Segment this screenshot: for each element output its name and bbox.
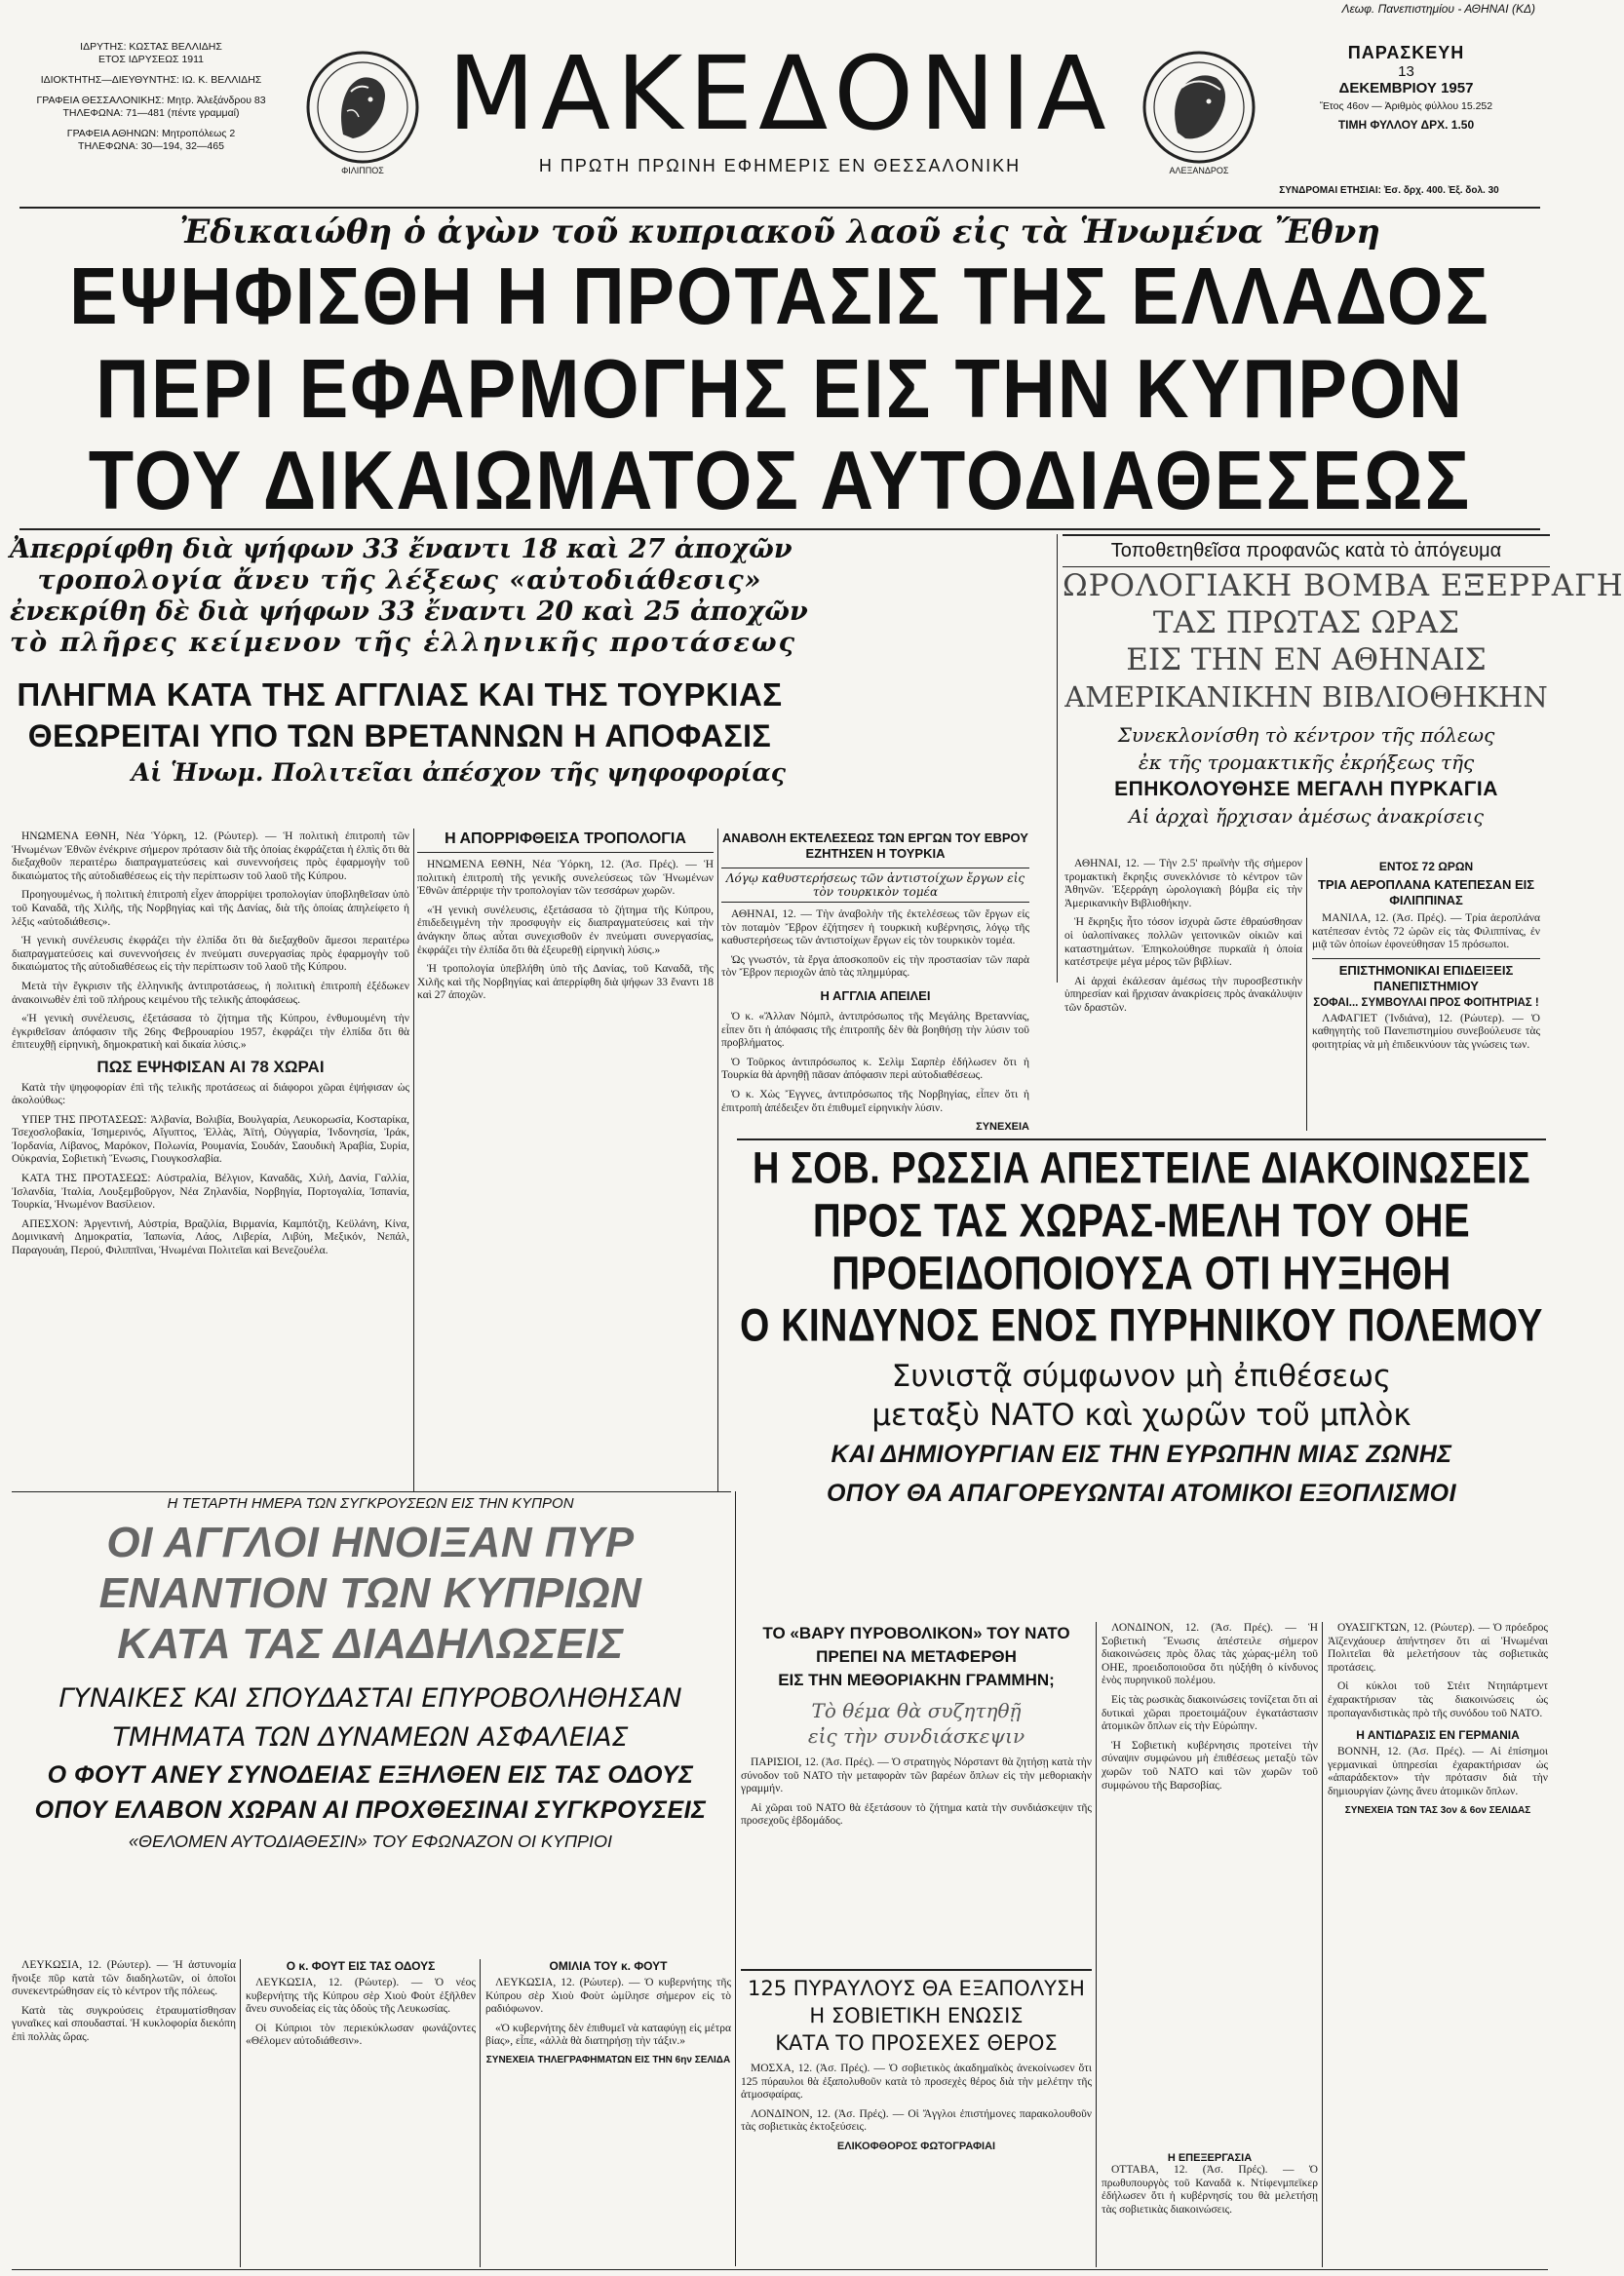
cyprus-sub-3: Ο ΦΟΥΤ ΑΝΕΥ ΣΥΝΟΔΕΙΑΣ ΕΞΗΛΘΕΝ ΕΙΣ ΤΑΣ ΟΔΟΥΣ [47, 1761, 694, 1789]
paragraph: Κατὰ τὰς συγκρούσεις ἐτραυματίσθησαν γυναῖκες καὶ σπουδασταί. Ἡ κυκλοφορία διεκόπη ἐπὶ πολλὰς ὥρας. [12, 2004, 236, 2043]
russia-sub-2: ΟΠΟΥ ΘΑ ΑΠΑΓΟΡΕΥΩΝΤΑΙ ΑΤΟΜΙΚΟΙ ΕΞΟΠΛΙΣΜΟΙ [826, 1480, 1457, 1507]
column-rule [1096, 1622, 1097, 2267]
paragraph: ΛΕΥΚΩΣΙΑ, 12. (Ρώυτερ). — Ὁ νέος κυβερνήτης τῆς Κύπρου σὲρ Χιοὺ Φοὺτ ἐξῆλθεν ἄνευ συνοδείας εἰς τὰς ὁδοὺς τῆς Λευκωσίας. [246, 1977, 476, 2016]
nato-head-2: ΠΡΕΠΕΙ ΝΑ ΜΕΤΑΦΕΡΘΗ [816, 1647, 1017, 1666]
continued-label: ΣΥΝΕΧΕΙΑ [976, 1121, 1029, 1134]
germany-subhead: Η ΑΝΤΙΔΡΑΣΙΣ ΕΝ ΓΕΡΜΑΝΙΑ [1356, 1728, 1520, 1743]
paragraph: «Ἡ γενικὴ συνέλευσις, ἐξετάσασα τὸ ζήτημα τῆς Κύπρου, ἐνθυμουμένη τὴν ἐγκριθεῖσαν ἀπόφασιν τῆς 26ης Φεβρουαρίου 1957, ἐκφράζει τὴν ἐλπίδα ὅτι θὰ ἐπιτευχθῇ εἰρηνικὴ, δημοκρατικὴ καὶ δικαία λύσις.» [12, 1013, 409, 1052]
left-deck-2: τροπολογία ἄνευ τῆς λέξεως «αὐτοδιάθεσις» [37, 565, 762, 596]
cyprus-body-1 [12, 1959, 236, 2267]
russia-sub-1: ΚΑΙ ΔΗΜΙΟΥΡΓΙΑΝ ΕΙΣ ΤΗΝ ΕΥΡΩΠΗΝ ΜΙΑΣ ΖΩΝΗΣ [831, 1441, 1452, 1468]
cyprus-body-2 [246, 1959, 476, 2267]
paragraph: Ἡ γενικὴ συνέλευσις ἐκφράζει τὴν ἐλπίδα ὅτι θὰ διεξαχθοῦν ἄμεσοι περαιτέρω διαπραγματεύσεις καὶ συνεννοήσεις ἐν πνεύματι συνεργασίας πρὸς ἐφαρμογὴν τοῦ δικαιώματος τῆς αὐτοδιαθέσεως εἰς τὴν περίπτωσιν τοῦ λαοῦ τῆς Κύπρου. [12, 935, 409, 974]
paragraph: ΠΑΡΙΣΙΟΙ, 12. (Ἀσ. Πρές). — Ὁ στρατηγὸς Νόρσταντ θὰ ζητήσῃ κατὰ τὴν σύνοδον τοῦ ΝΑΤΟ τὴν μεταφορὰν τῶν βαρέων ὅπλων εἰς τὴν μεθοριακὴν γραμμήν. [741, 1756, 1092, 1795]
lead-headline-line-2: ΠΕΡΙ ΕΦΑΡΜΟΓΗΣ ΕΙΣ ΤΗΝ ΚΥΠΡΟΝ [96, 342, 1464, 437]
paragraph: Οἱ Κύπριοι τὸν περιεκύκλωσαν φωνάζοντες «Θέλομεν αὐτοδιάθεσιν». [246, 2022, 476, 2048]
left-sub-2: ΘΕΩΡΕΙΤΑΙ ΥΠΟ ΤΩΝ ΒΡΕΤΑΝΝΩΝ Η ΑΠΟΦΑΣΙΣ [27, 718, 772, 753]
paragraph: Ἡ Σοβιετικὴ κυβέρνησις προτείνει τὴν σύναψιν συμφώνου μὴ ἐπιθέσεως μεταξὺ τῶν χωρῶν τοῦ ΝΑΤΟ καὶ τῶν χωρῶν τοῦ συμφώνου τῆς Βαρσοβίας. [1102, 1739, 1318, 1792]
lead-kicker: Ἐδικαιώθη ὁ ἀγὼν τοῦ κυπριακοῦ λαοῦ εἰς τὰ Ἡνωμένα Ἔθνη [179, 212, 1380, 251]
bomb-body [1064, 858, 1302, 1131]
nato-deck-1: Τὸ θέμα θὰ συζητηθῇ [811, 1699, 1022, 1722]
paragraph: Προηγουμένως, ἡ πολιτικὴ ἐπιτροπὴ εἶχεν ἀπορρίψει τροπολογίαν ὑποβληθεῖσαν ὑπὸ τοῦ Καναδᾶ, τῆς Χιλῆς, τῆς Νορβηγίας καὶ τῆς Δανίας, διὰ τῆς ὁποίας ἀπηλείφετο ἡ λέξις «αὐτοδιάθεσις». [12, 889, 409, 928]
paragraph: ΛΟΝΔΙΝΟΝ, 12. (Ἀσ. Πρές). — Οἱ Ἄγγλοι ἐπιστήμονες παρακολουθοῦν τὰς σοβιετικὰς ἐκτοξεύσεις. [741, 2107, 1092, 2134]
cyprus-clashes-head [10, 1495, 731, 1855]
paragraph: Ἡ τροπολογία ὑπεβλήθη ὑπὸ τῆς Δανίας, τοῦ Καναδᾶ, τῆς Χιλῆς καὶ τῆς Νορβηγίας καὶ ἀπερρίφθη διὰ ψήφων 33 ἔναντι 18 καὶ 27 ἀποχῶν. [417, 963, 714, 1002]
column-rule [480, 1959, 481, 2267]
cyprus-sub-1: ΓΥΝΑΙΚΕΣ ΚΑΙ ΣΠΟΥΔΑΣΤΑΙ ΕΠΥΡΟΒΟΛΗΘΗΣΑΝ [58, 1683, 682, 1714]
page-bottom-rule [12, 2269, 1548, 2270]
owner-line: ΙΔΙΟΚΤΗΤΗΣ—ΔΙΕΥΘΥΝΤΗΣ: ΙΩ. Κ. ΒΕΛΛΙΔΗΣ [40, 74, 262, 86]
bomb-deck-1: Συνεκλονίσθη τὸ κέντρον τῆς πόλεως [1117, 723, 1495, 747]
cyprus-head-1: ΟΙ ΑΓΓΛΟΙ ΗΝΟΙΞΑΝ ΠΥΡ [106, 1519, 635, 1566]
paragraph: «Ὁ κυβερνήτης δὲν ἐπιθυμεῖ νὰ καταφύγῃ εἰς μέτρα βίας», εἶπε, «ἀλλὰ θὰ διατηρήσῃ τὴν τάξιν.» [485, 2022, 731, 2048]
votes-subhead: ΠΩΣ ΕΨΗΦΙΣΑΝ ΑΙ 78 ΧΩΡΑΙ [97, 1057, 325, 1076]
philippines-head: ΤΡΙΑ ΑΕΡΟΠΛΑΝΑ ΚΑΤΕΠΕΣΑΝ ΕΙΣ ΦΙΛΙΠΠΙΝΑΣ [1317, 877, 1535, 907]
paragraph: Ἡ ἔκρηξις ἦτο τόσον ἰσχυρὰ ὥστε ἐθραύσθησαν οἱ ὑαλοπίνακες πολλῶν γειτονικῶν οἰκιῶν καὶ καταστημάτων. Ἐπηκολούθησε πυρκαϊὰ ἡ ὁποία κατέστρεψε μέγα μέρος τῶν βιβλίων. [1064, 916, 1302, 969]
library-stamp: Λεωφ. Πανεπιστημίου - ΑΘΗΝΑΙ (ΚΔ) [1341, 2, 1535, 16]
founded-year-line: ΕΤΟΣ ΙΔΡΥΣΕΩΣ 1911 [97, 54, 205, 65]
offices-thessaloniki-line: ΓΡΑΦΕΙΑ ΘΕΣΣΑΛΟΝΙΚΗΣ: Μητρ. Ἀλεξάνδρου 83 [36, 95, 266, 106]
cyprus-top-rule [12, 1491, 731, 1492]
continued-label: ΣΥΝΕΧΕΙΑ ΤΩΝ ΤΑΣ 3ον & 6ον ΣΕΛΙΔΑΣ [1344, 1804, 1531, 1816]
nato-deck-2: εἰς τὴν συνδιάσκεψιν [807, 1724, 1025, 1748]
subscription: ΣΥΝΔΡΟΜΑΙ ΕΤΗΣΙΑΙ: Ἐσ. δρχ. 400. Ἐξ. δολ. 30 [1279, 185, 1499, 196]
offices-athens-line: ΓΡΑΦΕΙΑ ΑΘΗΝΩΝ: Μητροπόλεως 2 [66, 128, 236, 139]
continued-label: ΣΥΝΕΧΕΙΑ ΤΗΛΕΓΡΑΦΗΜΑΤΩΝ ΕΙΣ ΤΗΝ 6ην ΣΕΛΙΔΑ [485, 2054, 731, 2065]
aggla-head: Η ΑΓΓΛΙΑ ΑΠΕΙΛΕΙ [820, 987, 931, 1003]
nato-head-3: ΕΙΣ ΤΗΝ ΜΕΘΟΡΙΑΚΗΝ ΓΡΑΜΜΗΝ; [778, 1671, 1055, 1689]
cyprus-kicker: Η ΤΕΤΑΡΤΗ ΗΜΕΡΑ ΤΩΝ ΣΥΓΚΡΟΥΣΕΩΝ ΕΙΣ ΤΗΝ ΚΥΠΡΟΝ [167, 1495, 574, 1512]
paragraph: ΛΕΥΚΩΣΙΑ, 12. (Ρώυτερ). — Ἡ ἀστυνομία ἤνοιξε πῦρ κατὰ τῶν διαδηλωτῶν, οἱ ὁποῖοι συνεκεντρώθησαν εἰς τὸ κέντρον τῆς πόλεως. [12, 1959, 236, 1998]
paragraph: Αἱ ἀρχαὶ ἐκάλεσαν ἀμέσως τὴν πυροσβεστικὴν ὑπηρεσίαν καὶ ἤρχισαν ἀνακρίσεις πρὸς ἀνακάλυψιν τῶν δραστῶν. [1064, 975, 1302, 1014]
section-rule [1057, 534, 1058, 983]
russia-head-3: ΠΡΟΕΙΔΟΠΟΙΟΥΣΑ ΟΤΙ ΗΥΞΗΘΗ [831, 1248, 1451, 1300]
date-number: 13 [1398, 63, 1414, 80]
paragraph: Ὡς γνωστόν, τὰ ἔργα ἀποσκοποῦν εἰς τὴν προστασίαν τῶν παρὰ τὸν Ἔβρον περιοχῶν ἀπὸ τὰς πλημμύρας. [721, 953, 1029, 980]
cyprus-sub-2: ΤΜΗΜΑΤΑ ΤΩΝ ΔΥΝΑΜΕΩΝ ΑΣΦΑΛΕΙΑΣ [112, 1722, 629, 1753]
weekday: ΠΑΡΑΣΚΕΥΗ [1347, 43, 1465, 62]
paragraph: Κατὰ τὴν ψηφοφορίαν ἐπὶ τῆς τελικῆς προτάσεως αἱ διάφοροι χῶραι ἐψήφισαν ὡς ἀκολούθως: [12, 1081, 409, 1107]
students-sub: ΣΟΦΑΙ... ΣΥΜΒΟΥΛΑΙ ΠΡΟΣ ΦΟΙΤΗΤΡΙΑΣ ! [1313, 996, 1539, 1009]
lead-rule [19, 528, 1540, 530]
month-year: ΔΕΚΕΜΒΡΙΟΥ 1957 [1338, 80, 1474, 96]
left-deck-1: Ἀπερρίφθη διὰ ψήφων 33 ἔναντι 18 καὶ 27 ἀποχῶν [10, 534, 793, 564]
paragraph: Μετὰ τὴν ἔγκρισιν τῆς ἑλληνικῆς ἀντιπροτάσεως, ἡ πολιτικὴ ἐπιτροπὴ ἐξέδωκεν ἀνακοινωθὲν ἐπὶ τοῦ πλήρους κειμένου τῆς τελικῆς ἀποφάσεως. [12, 980, 409, 1006]
column-rule [717, 829, 718, 1491]
paragraph: ΑΠΕΣΧΟΝ: Ἀργεντινή, Αὐστρία, Βραζιλία, Βιρμανία, Καμπότζη, Κεϋλάνη, Κίνα, Δομινικανὴ Δημοκρατία, Ἰαπωνία, Λάος, Λιβερία, Λιβύη, Μεξικόν, Νεπάλ, Παραγουάη, Περού, Φιλιππῖναι, Ἡνωμέναι Πολιτεῖαι καὶ Βενεζουέλα. [12, 1217, 409, 1257]
cyprus-body-3 [485, 1959, 731, 2267]
founder-line: ΙΔΡΥΤΗΣ: ΚΩΣΤΑΣ ΒΕΛΛΙΔΗΣ [80, 41, 222, 53]
missiles-story [741, 1969, 1092, 2228]
left-deck-3: ἐνεκρίθη δὲ διὰ ψήφων 33 ἔναντι 20 καὶ 25 ἀποχῶν [10, 597, 808, 627]
russia-head-2: ΠΡΟΣ ΤΑΣ ΧΩΡΑΣ-ΜΕΛΗ ΤΟΥ ΟΗΕ [812, 1195, 1471, 1248]
paragraph: ΥΠΕΡ ΤΗΣ ΠΡΟΤΑΣΕΩΣ: Ἀλβανία, Βολιβία, Βουλγαρία, Λευκορωσία, Κοσταρίκα, Τσεχοσλοβακία, Ἰσημερινός, Αἴγυπτος, Ἑλλὰς, Ἀϊτή, Οὐγγαρία, Ἰνδονησία, Ἰράκ, Ἰορδανία, Λίβανος, Μαρόκον, Πολωνία, Ρουμανία, Σουδάν, Σαουδικὴ Ἀραβία, Συρία, Οὐκρανία, Σοβιετικὴ Ἕνωσις, Γιουγκοσλαβία. [12, 1113, 409, 1166]
seal-right-caption: ΑΛΕΞΑΝΔΡΟΣ [1169, 166, 1229, 175]
philippines-story [1312, 860, 1540, 1059]
missiles-head-1: 125 ΠΥΡΑΥΛΟΥΣ ΘΑ ΕΞΑΠΟΛΥΣΗ [741, 1969, 1092, 2002]
photo-caption: ΕΛΙΚΟΦΘΟΡΟΣ ΦΩΤΟΓΡΑΦΙΑΙ [836, 2140, 996, 2152]
paragraph: Αἱ χῶραι τοῦ ΝΑΤΟ θὰ ἐξετάσουν τὸ ζήτημα κατὰ τὴν συνδιάσκεψιν τῆς προσεχοῦς ἑβδομάδος. [741, 1801, 1092, 1828]
date-block [1272, 43, 1540, 132]
price: ΤΙΜΗ ΦΥΛΛΟΥ ΔΡΧ. 1.50 [1337, 118, 1475, 132]
cyprus-sub-5: «ΘΕΛΟΜΕΝ ΑΥΤΟΔΙΑΘΕΣΙΝ» ΤΟΥ ΕΦΩΝΑΖΟΝ ΟΙ ΚΥΠΡΙΟΙ [128, 1832, 613, 1851]
masthead [19, 34, 1540, 205]
alexander-seal-icon [1141, 49, 1257, 166]
philip-seal-icon [304, 49, 421, 166]
seal-left-caption: ΦΙΛΙΠΠΟΣ [341, 166, 384, 175]
nato-head-1: ΤΟ «ΒΑΡΥ ΠΥΡΟΒΟΛΙΚΟΝ» ΤΟΥ ΝΑΤΟ [762, 1624, 1070, 1642]
paragraph: Ὁ Τοῦρκος ἀντιπρόσωπος κ. Σελὶμ Σαρπὲρ ἐδήλωσεν ὅτι ἡ Τουρκία θὰ ἀρνηθῇ πᾶσαν ἀπόφασιν περὶ αὐτοδιαθέσεως. [721, 1056, 1029, 1082]
foot-subhead: Ο κ. ΦΟΥΤ ΕΙΣ ΤΑΣ ΟΔΟΥΣ [286, 1959, 436, 1973]
bomb-head-1: ΩΡΟΛΟΓΙΑΚΗ ΒΟΜΒΑ ΕΞΕΡΡΑΓΗ [1063, 568, 1624, 603]
phones-thessaloniki-line: ΤΗΛΕΦΩΝΑ: 71—481 (πέντε γραμμαί) [62, 107, 240, 119]
paragraph: ΜΟΣΧΑ, 12. (Ἀσ. Πρές). — Ὁ σοβιετικὸς ἀκαδημαϊκὸς ἀνεκοίνωσεν ὅτι 125 πύραυλοι θὰ ἐξαπολυθοῦν κατὰ τὸ προσεχὲς θέρος διὰ τὴν μελέτην τῆς ἀτμοσφαίρας. [741, 2063, 1092, 2102]
russia-head-1: Η ΣΟΒ. ΡΩΣΣΙΑ ΑΠΕΣΤΕΙΛΕ ΔΙΑΚΟΙΝΩΣΕΙΣ [752, 1143, 1531, 1194]
left-sub-3: Αἱ Ἡνωμ. Πολιτεῖαι ἀπέσχον τῆς ψηφοφορίας [131, 758, 786, 787]
paragraph: ΗΝΩΜΕΝΑ ΕΘΝΗ, Νέα Ὑόρκη, 12. (Ἀσ. Πρές). — Ἡ πολιτικὴ ἐπιτροπὴ τῆς γενικῆς συνελεύσεως τῶν Ἡνωμένων Ἐθνῶν ἀπέρριψε τὴν τροπολογίαν τῶν τεσσάρων χωρῶν. [417, 859, 714, 898]
paragraph: ΒΟΝΝΗ, 12. (Ἀσ. Πρές). — Αἱ ἐπίσημοι γερμανικαὶ ὑπηρεσίαι ἐχαρακτήρισαν ὡς «ἀπαράδεκτον» τὴν πρότασιν διὰ τὴν δημιουργίαν ζώνης ἄνευ ἀτομικῶν ὅπλων. [1328, 1746, 1548, 1797]
paragraph: «Ἡ γενικὴ συνέλευσις, ἐξετάσασα τὸ ζήτημα τῆς Κύπρου, ἐπιδεδειγμένη τὴν προσφυγὴν εἰς διαπραγματεύσεις καὶ τὴν ἀνάγκην ὅπως αὗται συνεχισθοῦν ἐν πνεύματι συνεργασίας, ἐκφράζει τὴν ἐλπίδα ὅτι θὰ ἐξευρεθῇ εἰρηνικὴ λύσις.» [417, 904, 714, 956]
paragraph: Ὁ κ. Χὼς Ἔγγνες, ἀντιπρόσωπος τῆς Νορβηγίας, εἶπεν ὅτι ἡ ἐπιτροπὴ ἀπέδειξεν ὅτι ἐπιθυμεῖ εἰρηνικὴν λύσιν. [721, 1088, 1029, 1114]
paragraph: ΛΑΦΑΓΙΕΤ (Ἰνδιάνα), 12. (Ρώυτερ). — Ὁ καθηγητὴς τοῦ Πανεπιστημίου συνεβούλευσε τὰς φοιτητρίας νὰ μὴ ἐπιδεικνύουν τὰς γνώσεις των. [1312, 1012, 1540, 1051]
russia-story-head [737, 1142, 1546, 1513]
bomb-head-2: ΤΑΣ ΠΡΩΤΑΣ ΩΡΑΣ [1152, 605, 1460, 640]
column-rule [413, 829, 414, 1491]
russia-body-washington [1328, 1622, 1548, 2267]
bomb-story [1063, 534, 1624, 830]
phones-athens-line: ΤΗΛΕΦΩΝΑ: 30—194, 32—465 [78, 140, 224, 152]
evros-deck: Λόγῳ καθυστερήσεως τῶν ἀντιστοίχων ἔργων εἰς τὸν τουρκικὸν τομέα [721, 868, 1029, 903]
left-story [10, 534, 808, 790]
philippines-kicker: ΕΝΤΟΣ 72 ΩΡΩΝ [1378, 860, 1474, 873]
ottawa-story [1102, 2152, 1318, 2267]
russia-deck-1: Συνιστᾷ σύμφωνον μὴ ἐπιθέσεως [891, 1359, 1392, 1394]
masthead-rule [19, 207, 1540, 209]
newspaper-subtitle: Η ΠΡΩΤΗ ΠΡΩΙΝΗ ΕΦΗΜΕΡΙΣ ΕΝ ΘΕΣΣΑΛΟΝΙΚΗ [538, 156, 1022, 175]
paragraph: Ὁ κ. «Ἄλλαν Νόμπλ, ἀντιπρόσωπος τῆς Μεγάλης Βρεταννίας, εἶπεν ὅτι ἡ ἀπόφασις τῆς ἐπιτροπῆς δὲν θὰ βοηθήσῃ τὴν λύσιν τοῦ προβλήματος. [721, 1010, 1029, 1050]
bomb-head-3: ΕΙΣ ΤΗΝ ΕΝ ΑΘΗΝΑΙΣ [1126, 642, 1487, 677]
speech-subhead: ΟΜΙΛΙΑ ΤΟΥ κ. ΦΟΥΤ [549, 1959, 668, 1973]
column-rule [1306, 858, 1307, 1131]
russia-head-4: Ο ΚΙΝΔΥΝΟΣ ΕΝΟΣ ΠΥΡΗΝΙΚΟΥ ΠΟΛΕΜΟΥ [740, 1300, 1543, 1352]
paragraph: ΟΤΤΑΒΑ, 12. (Ἀσ. Πρές). — Ὁ πρωθυπουργὸς τοῦ Καναδᾶ κ. Ντίφενμπεϊκερ ἐδήλωσεν ὅτι ἡ κυβέρνησίς του θὰ μελετήσῃ τὰς σοβιετικὰς διακοινώσεις. [1102, 2164, 1318, 2216]
left-sub-1: ΠΛΗΓΜΑ ΚΑΤΑ ΤΗΣ ΑΓΓΛΙΑΣ ΚΑΙ ΤΗΣ ΤΟΥΡΚΙΑΣ [17, 676, 783, 713]
bomb-deck-2: ἐκ τῆς τρομακτικῆς ἐκρήξεως τῆς [1138, 751, 1475, 774]
ottawa-head: Η ΕΠΕΞΕΡΓΑΣΙΑ [1167, 2152, 1253, 2164]
lead-headline-line-3: ΤΟΥ ΔΙΚΑΙΩΜΑΤΟΣ ΑΥΤΟΔΙΑΘΕΣΕΩΣ [88, 434, 1472, 528]
paragraph: ΜΑΝΙΛΑ, 12. (Ἀσ. Πρές). — Τρία ἀεροπλάνα κατέπεσαν ἐντὸς 72 ὡρῶν εἰς τὰς Φιλιππίνας, ἐν μιᾷ τῶν ὁποίων ἐφονεύθησαν 15 πρόσωποι. [1312, 912, 1540, 951]
issue-number: Ἔτος 46ον — Ἀριθμὸς φύλλου 15.252 [1319, 100, 1493, 112]
cyprus-head-2: ΕΝΑΝΤΙΟΝ ΤΩΝ ΚΥΠΡΙΩΝ [98, 1569, 642, 1617]
students-head: ΕΠΙΣΤΗΜΟΝΙΚΑΙ ΕΠΙΔΕΙΞΕΙΣ ΠΑΝΕΠΙΣΤΗΜΙΟΥ [1312, 958, 1540, 994]
paragraph: ΑΘΗΝΑΙ, 12. — Τὴν 2.5' πρωϊνὴν τῆς σήμερον τρομακτικὴ ἔκρηξις συνεκλόνισε τὸ κέντρον τῶν Ἀθηνῶν. Ἐξερράγη ὡρολογιακὴ βόμβα εἰς τὴν Ἀμερικανικὴν Βιβλιοθήκην. [1064, 858, 1302, 909]
russia-deck-2: μεταξὺ ΝΑΤΟ καὶ χωρῶν τοῦ μπλὸκ [871, 1398, 1411, 1433]
newspaper-title: ΜΑΚΕΔΟΝΙΑ [447, 34, 1112, 153]
evros-head: ΑΝΑΒΟΛΗ ΕΚΤΕΛΕΣΕΩΣ ΤΩΝ ΕΡΓΩΝ ΤΟΥ ΕΒΡΟΥ ΕΖΗΤΗΣΕΝ Η ΤΟΥΡΚΙΑ [722, 830, 1028, 861]
tropologia-head: Η ΑΠΟΡΡΙΦΘΕΙΣΑ ΤΡΟΠΟΛΟΓΙΑ [417, 830, 714, 853]
lead-headline-line-1: ΕΨΗΦΙΣΘΗ Η ΠΡΟΤΑΣΙΣ ΤΗΣ ΕΛΛΑΔΟΣ [69, 250, 1490, 341]
paragraph: ΑΘΗΝΑΙ, 12. — Τὴν ἀναβολὴν τῆς ἐκτελέσεως τῶν ἔργων εἰς τὸν ποταμὸν Ἔβρον ἐζήτησεν ἡ τουρκικὴ κυβέρνησις, λόγῳ τῆς καθυστερήσεως τῶν ἀντιστοίχων ἔργων εἰς τὸν τουρκικὸν τομέα. [721, 908, 1029, 947]
paragraph: ΛΟΝΔΙΝΟΝ, 12. (Ἀσ. Πρές). — Ἡ Σοβιετικὴ Ἕνωσις ἀπέστειλε σήμερον διακοινώσεις πρὸς ὅλας τὰς χώρας-μέλη τοῦ ΟΗΕ, προειδοποιοῦσα ὅτι ηὐξήθη ὁ κίνδυνος ἑνὸς πυρηνικοῦ πολέμου. [1102, 1622, 1318, 1687]
left-body-column [12, 830, 409, 1488]
paragraph: Οἱ κύκλοι τοῦ Στέιτ Ντηπάρτμεντ ἐχαρακτήρισαν τὰς διακοινώσεις ὡς προπαγανδιστικὰς πρὸ τῆς συνόδου τοῦ ΝΑΤΟ. [1328, 1680, 1548, 1719]
bomb-kicker: Τοποθετηθεῖσα προφανῶς κατὰ τὸ ἀπόγευμα [1063, 534, 1550, 567]
russia-body-london [1102, 1622, 1318, 2148]
paragraph: ΗΝΩΜΕΝΑ ΕΘΝΗ, Νέα Ὑόρκη, 12. (Ρώυτερ). — Ἡ πολιτικὴ ἐπιτροπὴ τῶν Ἡνωμένων Ἐθνῶν ἐνέκρινε σήμερον πρότασιν διὰ τῆς ὁποίας ἐκφράζεται ἡ ἐλπὶς ὅτι θὰ διεξαχθοῦν περαιτέρω διαπραγματεύσεις καὶ συνεννοήσεις πρὸς ἐφαρμογὴν τοῦ δικαιώματος τῆς αὐτοδιαθέσεως εἰς τὴν περίπτωσιν τοῦ λαοῦ τῆς Κύπρου. [12, 830, 409, 882]
bomb-deck-4: Αἱ ἀρχαὶ ἤρχισαν ἀμέσως ἀνακρίσεις [1128, 806, 1484, 828]
bomb-head-4: ΑΜΕΡΙΚΑΝΙΚΗΝ ΒΙΒΛΙΟΘΗΚΗΝ [1064, 680, 1548, 714]
masthead-left-info [19, 41, 283, 153]
paragraph: ΛΕΥΚΩΣΙΑ, 12. (Ρώυτερ). — Ὁ κυβερνήτης τῆς Κύπρου σὲρ Χιοὺ Φοὺτ ὡμίλησε σήμερον εἰς τὸ ραδιόφωνον. [485, 1977, 731, 2016]
column-rule [240, 1959, 241, 2267]
paragraph: ΟΥΑΣΙΓΚΤΩΝ, 12. (Ρώυτερ). — Ὁ πρόεδρος Ἀϊζενχάουερ ἀπήντησεν ὅτι αἱ Ἡνωμέναι Πολιτεῖαι θὰ μελετήσουν τὰς σοβιετικὰς προτάσεις. [1328, 1622, 1548, 1674]
bomb-deck-3: ΕΠΗΚΟΛΟΥΘΗΣΕ ΜΕΓΑΛΗ ΠΥΡΚΑΓΙΑ [1114, 778, 1498, 800]
cyprus-head-3: ΚΑΤΑ ΤΑΣ ΔΙΑΔΗΛΩΣΕΙΣ [117, 1620, 624, 1668]
column-rule [735, 1491, 736, 2266]
missiles-head-2: Η ΣΟΒΙΕΤΙΚΗ ΕΝΩΣΙΣ [809, 2004, 1024, 2027]
nato-story [741, 1622, 1092, 1881]
tropologia-story [417, 830, 714, 1488]
missiles-head-3: ΚΑΤΑ ΤΟ ΠΡΟΣΕΧΕΣ ΘΕΡΟΣ [775, 2031, 1058, 2055]
column-rule [1322, 1622, 1323, 2267]
left-deck-4: τὸ πλῆρες κείμενον τῆς ἑλληνικῆς προτάσεως [10, 628, 797, 658]
cyprus-sub-4: ΟΠΟΥ ΕΛΑΒΟΝ ΧΩΡΑΝ ΑΙ ΠΡΟΧΘΕΣΙΝΑΙ ΣΥΓΚΡΟΥΣΕΙΣ [34, 1796, 707, 1824]
paragraph: Εἰς τὰς ρωσικὰς διακοινώσεις τονίζεται ὅτι αἱ δυτικαὶ χῶραι προετοιμάζουν ἐγκατάστασιν ἀτομικῶν ὅπλων εἰς τὴν Εὐρώπην. [1102, 1693, 1318, 1733]
paragraph: ΚΑΤΑ ΤΗΣ ΠΡΟΤΑΣΕΩΣ: Αὐστραλία, Βέλγιον, Καναδᾶς, Χιλὴ, Δανία, Γαλλία, Ἰσλανδία, Ἰταλία, Λουξεμβοῦργον, Νέα Ζηλανδία, Νορβηγία, Πορτογαλία, Ἰσπανία, Τουρκία, Ἡνωμένον Βασίλειον. [12, 1173, 409, 1212]
